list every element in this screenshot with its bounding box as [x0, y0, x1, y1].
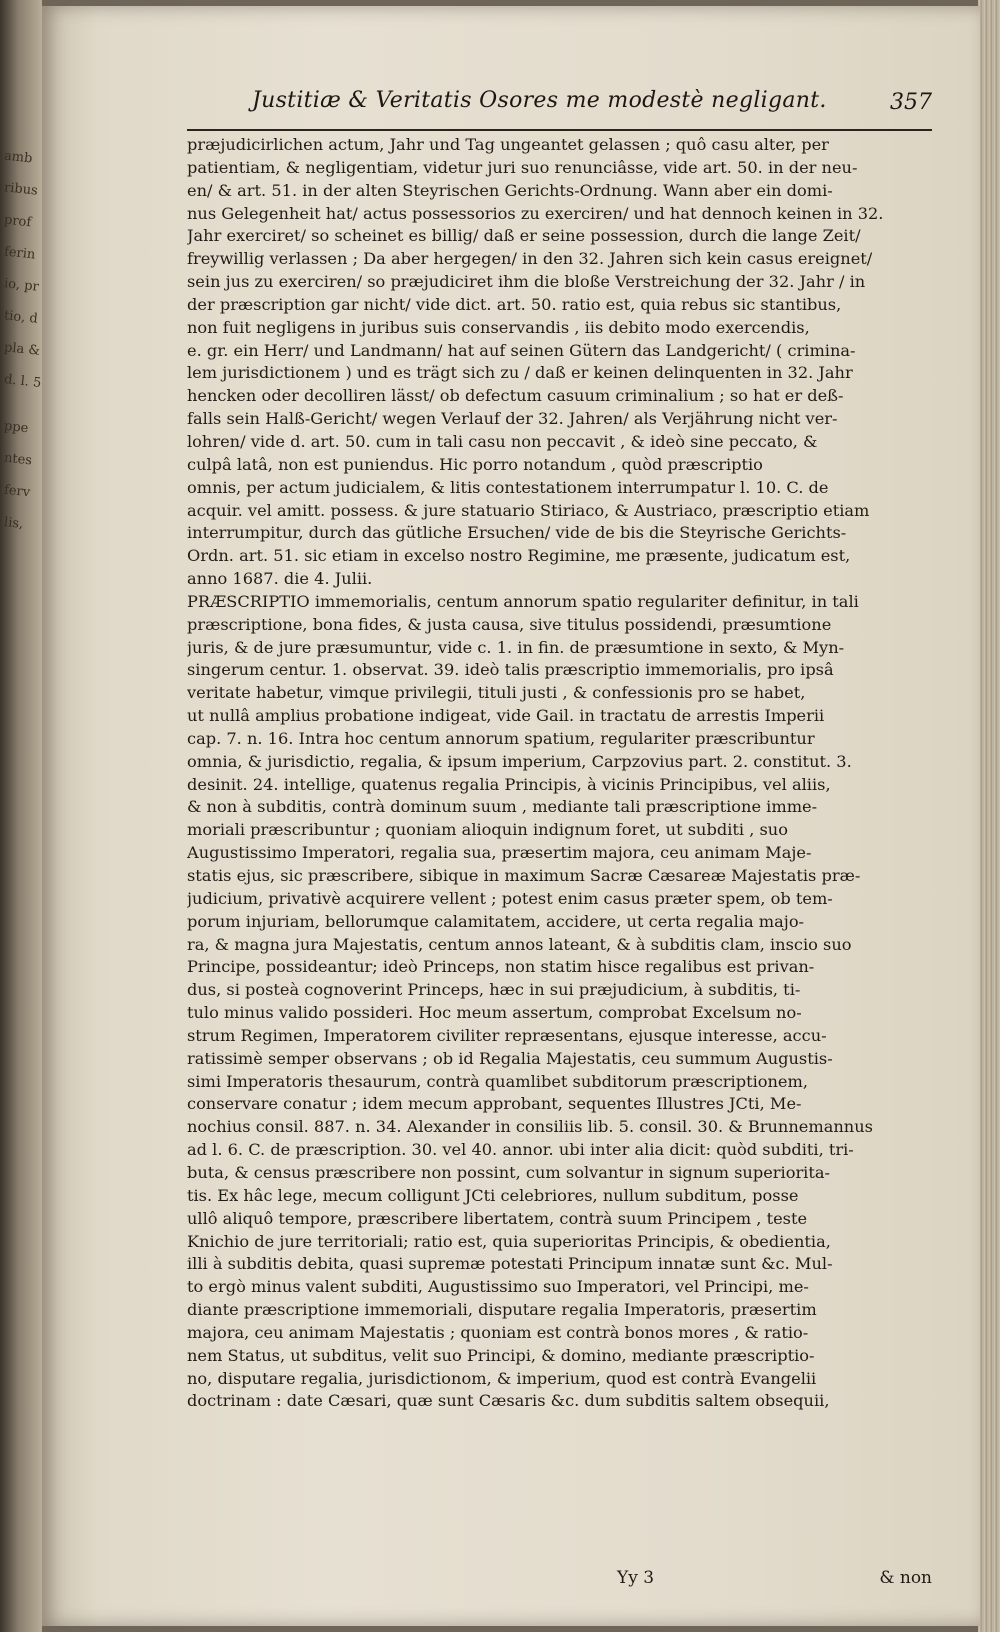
text-line: acquir. vel amitt. possess. & jure statuario Stiriaco, & Austriaco, præscriptio etiam: [187, 500, 870, 520]
margin-fragment: tio, d: [3, 308, 39, 327]
signature-mark: Yy 3: [617, 1568, 655, 1588]
margin-fragment: amb: [3, 148, 34, 167]
adjacent-page-edge: [0, 0, 42, 1632]
margin-fragment: lis,: [3, 515, 24, 532]
text-line: desinit. 24. intellige, quatenus regalia Principis, à vicinis Principibus, vel aliis,: [187, 774, 831, 794]
text-line: illi à subditis debita, quasi supremæ potestati Principum innatæ sunt &c. Mul-: [187, 1254, 833, 1274]
text-line: juris, & de jure præsumuntur, vide c. 1. in fin. de præsumtione in sexto, & Myn-: [187, 637, 845, 657]
text-line: doctrinam : date Cæsari, quæ sunt Cæsaris &c. dum subditis saltem obsequii,: [187, 1391, 830, 1411]
body-text: [187, 134, 932, 1459]
text-line: der præscription gar nicht/ vide dict. art. 50. ratio est, quia rebus sic stantibus,: [187, 294, 842, 314]
text-line: diante præscriptione immemoriali, disputare regalia Imperatoris, præsertim: [187, 1300, 817, 1320]
text-line: nem Status, ut subditus, velit suo Principi, & domino, mediante præscriptio-: [187, 1345, 815, 1365]
text-line: veritate habetur, vimque privilegii, tituli justi , & confessionis pro se habet,: [187, 683, 806, 703]
text-line: tis. Ex hâc lege, mecum colligunt JCti celebriores, nullum subditum, posse: [187, 1185, 799, 1205]
text-line: freywillig verlassen ; Da aber hergegen/ in den 32. Jahren sich kein casus ereignet/: [187, 249, 873, 269]
text-line: PRÆSCRIPTIO immemorialis, centum annorum spatio regulariter definitur, in tali: [187, 591, 859, 611]
text-line: lem jurisdictionem ) und es trägt sich zu / daß er keinen delinquenten in 32. Jahr: [187, 363, 853, 383]
text-line: majora, ceu animam Majestatis ; quoniam est contrà bonos mores , & ratio-: [187, 1322, 809, 1342]
text-line: Jahr exerciret/ so scheinet es billig/ daß er seine possession, durch die lange Zeit/: [187, 226, 861, 246]
text-line: sein jus zu exerciren/ so præjudiciret ihm die bloße Verstreichung der 32. Jahr / in: [187, 272, 866, 292]
header-rule: [187, 129, 932, 131]
text-line: dus, si posteà cognoverint Princeps, hæc in sui præjudicium, à subditis, ti-: [187, 980, 801, 1000]
margin-fragment: pla &: [3, 340, 41, 359]
text-line: lohren/ vide d. art. 50. cum in tali casu non peccavit , & ideò sine peccato, &: [187, 431, 818, 451]
text-line: interrumpitur, durch das gütliche Ersuchen/ vide de bis die Steyrische Gerichts-: [187, 523, 847, 543]
text-line: patientiam, & negligentiam, videtur juri suo renunciâsse, vide art. 50. in der neu-: [187, 157, 858, 177]
page-footer: [187, 1568, 932, 1594]
text-line: & non à subditis, contrà dominum suum , mediante tali præscriptione imme-: [187, 797, 818, 817]
text-line: hencken oder decolliren lässt/ ob defectum casuum criminalium ; so hat er deß-: [187, 386, 844, 406]
text-line: [187, 1413, 932, 1436]
text-line: ra, & magna jura Majestatis, centum annos lateant, & à subditis clam, inscio suo: [187, 934, 852, 954]
book-page: [42, 6, 980, 1626]
text-line: tulo minus valido possideri. Hoc meum assertum, comprobat Excelsum no-: [187, 1003, 802, 1023]
text-line: singerum centur. 1. observat. 39. ideò talis præscriptio immemorialis, pro ipsâ: [187, 660, 834, 680]
text-line: strum Regimen, Imperatorem civiliter repræsentans, ejusque interesse, accu-: [187, 1025, 827, 1045]
text-line: nus Gelegenheit hat/ actus possessorios zu exerciren/ und hat dennoch keinen in 32.: [187, 203, 884, 223]
text-line: Augustissimo Imperatori, regalia sua, præsertim majora, ceu animam Maje-: [187, 843, 812, 863]
text-line: culpâ latâ, non est puniendus. Hic porro notandum , quòd præscriptio: [187, 454, 763, 474]
margin-fragment: ferin: [3, 244, 36, 263]
text-line: Knichio de jure territoriali; ratio est, quia superioritas Principis, & obedientia,: [187, 1231, 831, 1251]
text-line: cap. 7. n. 16. Intra hoc centum annorum spatium, regulariter præscribuntur: [187, 728, 815, 748]
text-line: to ergò minus valent subditi, Augustissimo suo Imperatori, vel Principi, me-: [187, 1277, 809, 1297]
text-line: præscriptione, bona fides, & justa causa, sive titulus possidendi, præsumtione: [187, 614, 832, 634]
text-line: anno 1687. die 4. Julii.: [187, 569, 373, 589]
text-line: ut nullâ amplius probatione indigeat, vide Gail. in tractatu de arrestis Imperii: [187, 706, 825, 726]
text-line: en/ & art. 51. in der alten Steyrischen Gerichts-Ordnung. Wann aber ein domi-: [187, 180, 833, 200]
text-line: non fuit negligens in juribus suis conservandis , iis debito modo exercendis,: [187, 317, 810, 337]
text-line: moriali præscribuntur ; quoniam alioquin indignum foret, ut subditi , suo: [187, 820, 788, 840]
catchword: & non: [879, 1568, 932, 1588]
text-line: [187, 1436, 932, 1459]
running-title: Justitiæ & Veritatis Osores me modestè negligant.: [252, 88, 827, 113]
margin-fragment: io, pr: [3, 276, 40, 295]
page-stack-edge: [978, 0, 1000, 1632]
text-line: falls sein Halß-Gericht/ wegen Verlauf der 32. Jahren/ als Verjährung nicht ver-: [187, 409, 838, 429]
text-line: præjudicirlichen actum, Jahr und Tag ungeantet gelassen ; quô casu alter, per: [187, 135, 829, 154]
text-line: Ordn. art. 51. sic etiam in excelso nostro Regimine, me præsente, judicatum est,: [187, 546, 851, 566]
page-header: [212, 86, 932, 126]
text-line: porum injuriam, bellorumque calamitatem, accidere, ut certa regalia majo-: [187, 911, 805, 931]
margin-fragment: d. l. 5: [3, 372, 42, 391]
text-line: conservare conatur ; idem mecum approbant, sequentes Illustres JCti, Me-: [187, 1094, 802, 1114]
text-line: buta, & census præscribere non possint, cum solvantur in signum superiorita-: [187, 1162, 830, 1182]
text-line: ad l. 6. C. de præscription. 30. vel 40. annor. ubi inter alia dicit: quòd subditi, tri-: [187, 1140, 854, 1160]
text-line: judicium, privativè acquirere vellent ; potest enim casus præter spem, ob tem-: [187, 888, 833, 908]
margin-fragment: ppe: [3, 418, 30, 437]
text-line: statis ejus, sic præscribere, sibique in maximum Sacræ Cæsareæ Majestatis præ-: [187, 866, 861, 885]
margin-fragment: ribus: [3, 180, 39, 199]
text-line: ullô aliquô tempore, præscribere libertatem, contrà suum Principem , teste: [187, 1208, 808, 1228]
text-line: ratissimè semper observans ; ob id Regalia Majestatis, ceu summum Augustis-: [187, 1048, 833, 1068]
text-line: Principe, possideantur; ideò Princeps, non statim hisce regalibus est privan-: [187, 957, 815, 977]
margin-fragment: ntes: [3, 450, 33, 469]
text-line: simi Imperatoris thesaurum, contrà quamlibet subditorum præscriptionem,: [187, 1071, 808, 1091]
margin-fragment: ferv: [3, 482, 31, 501]
text-line: nochius consil. 887. n. 34. Alexander in consiliis lib. 5. consil. 30. & Brunnemannus: [187, 1117, 873, 1137]
page-number: 357: [890, 90, 932, 115]
text-line: omnis, per actum judicialem, & litis contestationem interrumpatur l. 10. C. de: [187, 477, 829, 497]
margin-fragment: prof: [3, 212, 32, 231]
text-line: e. gr. ein Herr/ und Landmann/ hat auf seinen Gütern das Landgericht/ ( crimina-: [187, 340, 856, 360]
text-line: omnia, & jurisdictio, regalia, & ipsum imperium, Carpzovius part. 2. constitut. 3.: [187, 751, 852, 771]
text-line: no, disputare regalia, jurisdictionom, & imperium, quod est contrà Evangelii: [187, 1368, 817, 1388]
